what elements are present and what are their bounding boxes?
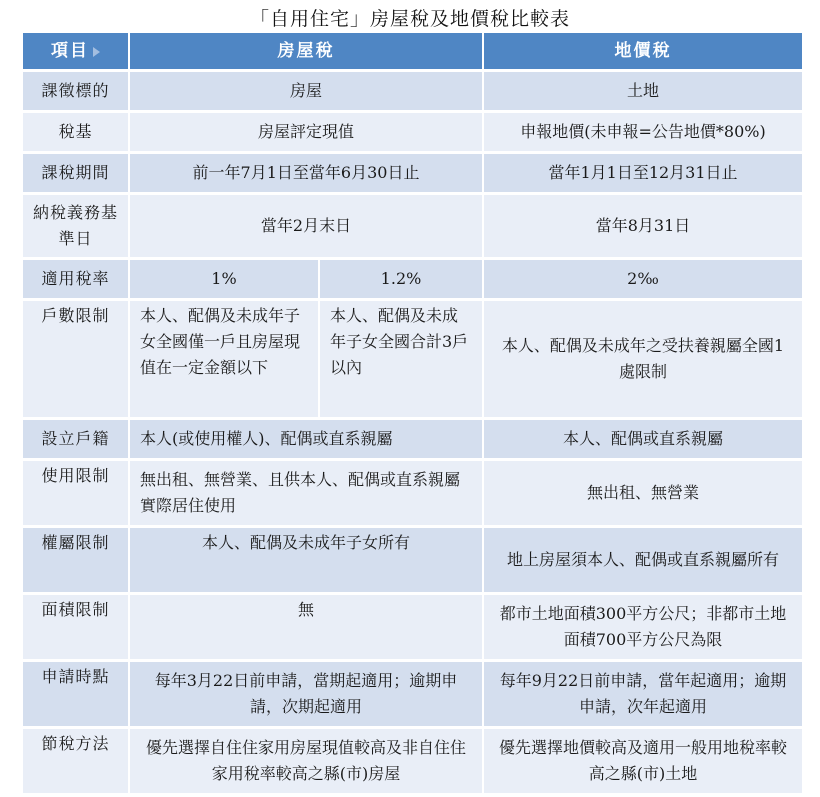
table-row <box>23 301 802 417</box>
table-row <box>23 113 802 151</box>
row-label: 使用限制 <box>23 461 128 525</box>
land-cell: 都市土地面積300平方公尺；非都市土地面積700平方公尺為限 <box>484 595 802 659</box>
land-cell: 申報地價(未申報=公告地價*80%) <box>484 113 802 151</box>
house-rate-b: 1.2% <box>320 260 482 298</box>
house-cell: 本人(或使用權人)、配偶或直系親屬 <box>130 420 482 458</box>
row-label: 課稅期間 <box>23 154 128 192</box>
header-item-label: 項目 <box>51 41 89 61</box>
table-row <box>23 595 802 659</box>
house-cell: 每年3月22日前申請，當期起適用；逾期申請，次期起適用 <box>130 662 482 726</box>
land-cell: 本人、配偶及未成年之受扶養親屬全國1處限制 <box>484 301 802 417</box>
table-row <box>23 528 802 592</box>
house-cell: 前一年7月1日至當年6月30日止 <box>130 154 482 192</box>
row-label: 戶數限制 <box>23 301 128 417</box>
land-cell: 優先選擇地價較高及適用一般用地稅率較高之縣(市)土地 <box>484 729 802 793</box>
table-row <box>23 662 802 726</box>
row-label: 稅基 <box>23 113 128 151</box>
house-cell: 無出租、無營業、且供本人、配偶或直系親屬實際居住使用 <box>130 461 482 525</box>
table-row <box>23 195 802 257</box>
land-cell: 地上房屋須本人、配偶或直系親屬所有 <box>484 528 802 592</box>
land-cell: 本人、配偶或直系親屬 <box>484 420 802 458</box>
table-row <box>23 260 802 298</box>
land-cell: 土地 <box>484 72 802 110</box>
house-cell: 房屋 <box>130 72 482 110</box>
row-label: 面積限制 <box>23 595 128 659</box>
land-cell: 2‰ <box>484 260 802 298</box>
row-label: 課徵標的 <box>23 72 128 110</box>
row-label: 納稅義務基準日 <box>23 195 128 257</box>
table-title: 「自用住宅」房屋稅及地價稅比較表 <box>249 8 570 30</box>
row-label: 適用稅率 <box>23 260 128 298</box>
house-cell: 優先選擇自住住家用房屋現值較高及非自住住家用稅率較高之縣(市)房屋 <box>130 729 482 793</box>
row-label: 節稅方法 <box>23 729 128 793</box>
house-rate-a: 1% <box>130 260 318 298</box>
table-row <box>23 461 802 525</box>
header-item <box>23 33 128 69</box>
table-row <box>23 154 802 192</box>
header-house-tax: 房屋稅 <box>130 33 482 69</box>
table-row <box>23 729 802 793</box>
header-row <box>23 33 802 69</box>
comparison-table <box>21 30 804 796</box>
house-cell: 房屋評定現值 <box>130 113 482 151</box>
house-cell: 本人、配偶及未成年子女所有 <box>130 528 482 592</box>
land-cell: 當年1月1日至12月31日止 <box>484 154 802 192</box>
house-cell: 當年2月末日 <box>130 195 482 257</box>
house-household-a: 本人、配偶及未成年子女全國僅一戶且房屋現值在一定金額以下 <box>130 301 318 417</box>
row-label: 設立戶籍 <box>23 420 128 458</box>
table-row <box>23 420 802 458</box>
row-label: 權屬限制 <box>23 528 128 592</box>
land-cell: 當年8月31日 <box>484 195 802 257</box>
house-cell: 無 <box>130 595 482 659</box>
row-label: 申請時點 <box>23 662 128 726</box>
land-cell: 每年9月22日前申請，當年起適用；逾期申請，次年起適用 <box>484 662 802 726</box>
house-household-b: 本人、配偶及未成年子女全國合計3戶以內 <box>320 301 482 417</box>
table-row <box>23 72 802 110</box>
land-cell: 無出租、無營業 <box>484 461 802 525</box>
header-land-tax: 地價稅 <box>484 33 802 69</box>
sort-icon <box>93 47 100 57</box>
